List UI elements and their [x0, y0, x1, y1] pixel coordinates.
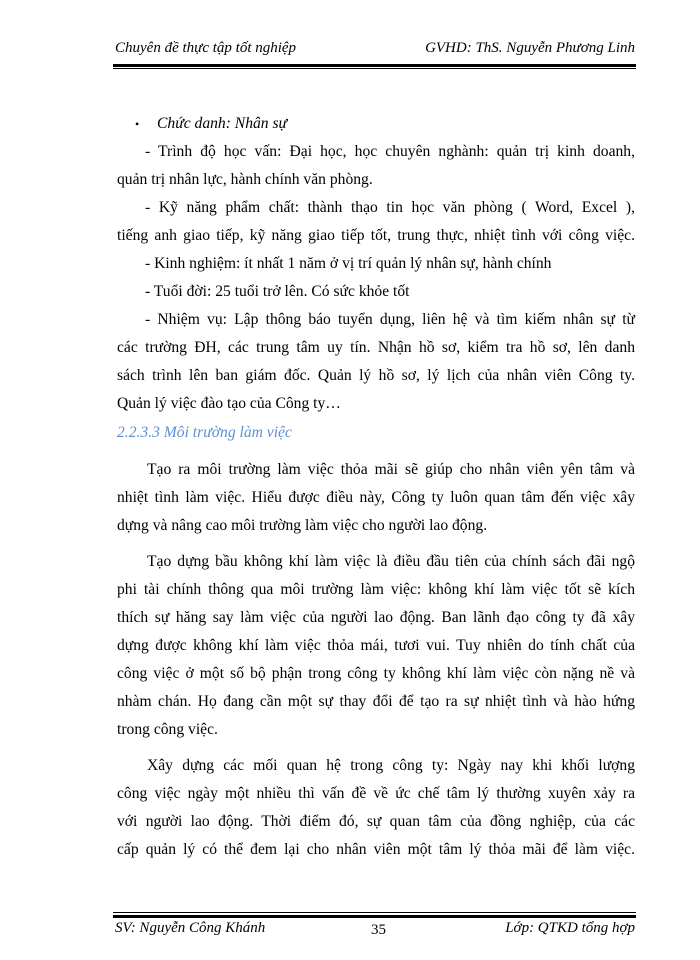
job-title-item	[117, 110, 635, 138]
header-supervisor: GVHD: ThS. Nguyễn Phương Linh	[425, 40, 635, 56]
page-header	[115, 40, 635, 62]
job-line: - Kinh nghiệm: ít nhất 1 năm ở vị trí quản lý nhân sự, hành chính	[145, 255, 552, 272]
paragraph-line: cấp quản lý có thể đem lại cho nhân viên một tâm lý thỏa mãi để làm việc.	[117, 841, 635, 858]
section-heading: 2.2.3.3 Môi trường làm việc	[117, 424, 292, 441]
page-body	[117, 110, 635, 864]
paragraph-line: dựng và nâng cao môi trường làm việc cho người lao động.	[117, 517, 488, 534]
paragraph-line: công việc ngày một nhiều thì vấn đề về ức chế tâm lý thường xuyên xảy ra	[117, 785, 635, 802]
paragraph-line: phi tài chính thông qua môi trường làm việc: không khí làm việc tốt sẽ kích	[117, 581, 635, 598]
paragraph-line: nhiệt tình làm việc. Hiểu được điều này, Công ty luôn quan tâm đến việc xây	[117, 489, 635, 506]
job-line: - Trình độ học vấn: Đại học, học chuyên nghành: quản trị kinh doanh,	[145, 143, 635, 160]
job-title: Chức danh: Nhân sự	[157, 115, 288, 132]
paragraph-line: công việc ở một số bộ phận trong công ty không khí làm việc còn nặng nề và	[117, 665, 635, 682]
paragraph-line: Tạo dựng bầu không khí làm việc là điều đầu tiên của chính sách đãi ngộ	[147, 553, 635, 570]
header-rule-thin	[113, 68, 636, 69]
page-footer	[115, 920, 635, 944]
footer-class: Lớp: QTKD tổng hợp	[505, 920, 635, 936]
footer-student: SV: Nguyễn Công Khánh	[115, 920, 266, 936]
job-line: - Nhiệm vụ: Lập thông báo tuyển dụng, liên hệ và tìm kiếm nhân sự từ	[145, 311, 635, 328]
paragraph-line: thích sự hăng say làm việc của người lao động. Ban lãnh đạo công ty đã xây	[117, 609, 635, 626]
page-number: 35	[371, 922, 386, 938]
paragraph-line: nhàm chán. Họ đang cần một sự thay đổi để tạo ra sự nhiệt tình và hào hứng	[117, 693, 635, 710]
paragraph-line: Xây dựng các mối quan hệ trong công ty: Ngày nay khi khối lượng	[147, 757, 635, 774]
job-line: quản trị nhân lực, hành chính văn phòng.	[117, 171, 373, 188]
header-title: Chuyên đề thực tập tốt nghiệp	[115, 40, 297, 56]
header-rule-thick	[113, 64, 636, 67]
job-line: - Tuổi đời: 25 tuổi trở lên. Có sức khỏe tốt	[145, 283, 410, 300]
job-line: - Kỹ năng phẩm chất: thành thạo tin học văn phòng ( Word, Excel ),	[145, 199, 635, 216]
paragraph-line: với người lao động. Thời điểm đó, sự quan tâm của đồng nghiệp, của các	[117, 813, 635, 830]
job-line: Quản lý việc đào tạo của Công ty…	[117, 395, 341, 412]
job-line: tiếng anh giao tiếp, kỹ năng giao tiếp tốt, trung thực, nhiệt tình với công việc.	[117, 227, 635, 244]
paragraph-line: dựng được không khí làm việc thỏa mái, tươi vui. Tuy nhiên do tính chất của	[117, 637, 635, 654]
bullet-icon: •	[135, 117, 140, 131]
footer-rule-thin	[113, 912, 636, 913]
paragraph-line: trong công việc.	[117, 721, 218, 738]
job-line: sách trình lên ban giám đốc. Quản lý hồ sơ, lý lịch của nhân viên Công ty.	[117, 367, 635, 384]
job-line: các trường ĐH, các trung tâm uy tín. Nhận hồ sơ, kiểm tra hồ sơ, lên danh	[117, 339, 635, 356]
footer-rule-thick	[113, 915, 636, 918]
paragraph-line: Tạo ra môi trường làm việc thỏa mãi sẽ giúp cho nhân viên yên tâm và	[147, 461, 635, 478]
